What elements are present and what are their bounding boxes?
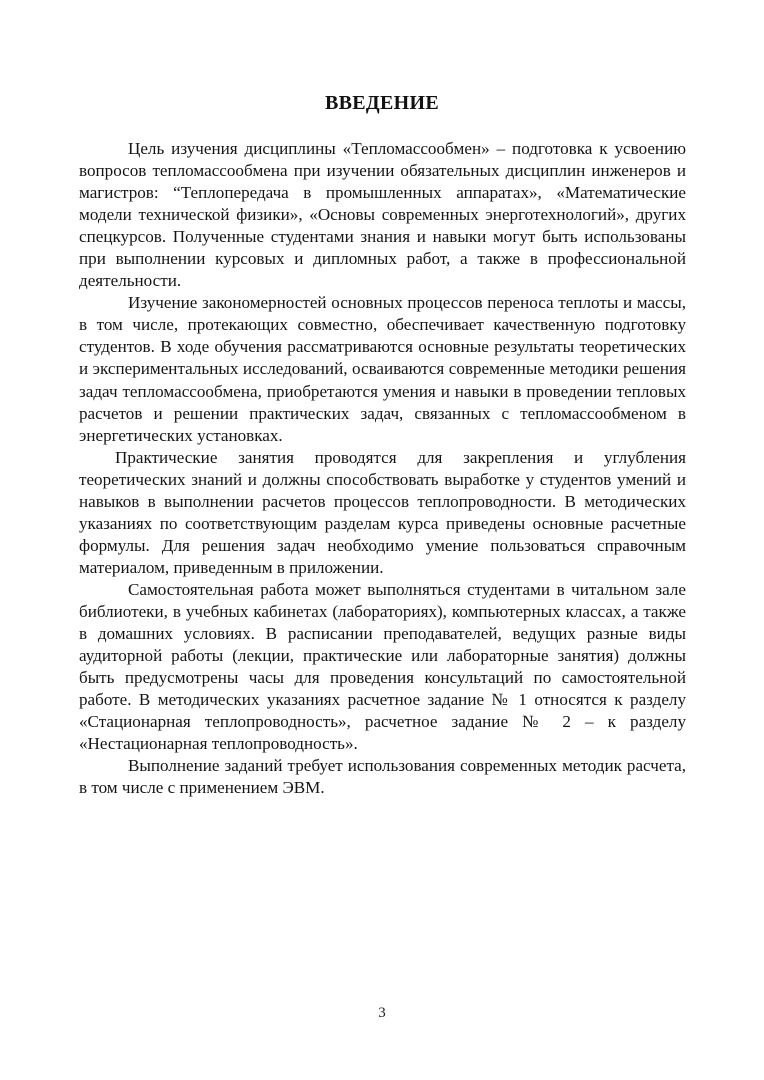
page-title: ВВЕДЕНИЕ [325, 92, 439, 114]
paragraph-assignments: Выполнение заданий требует использования современных методик расчета, в том числе с применением ЭВМ. [79, 756, 686, 798]
body-text [79, 138, 686, 799]
page-number: 3 [378, 1005, 386, 1021]
paragraph-purpose: Цель изучения дисциплины «Тепломассообмен» – подготовка к усвоению вопросов тепломассообмена при изучении обязательных дисциплин инженеров и магистров: “Теплопередача в промышленных аппаратах», «Математические модели технической физики», «Основы современных энерготехнологий», других спецкурсов. Полученные студентами знания и навыки могут быть использованы при выполнении курсовых и дипломных работ, а также в профессиональной деятельности. [79, 139, 686, 291]
paragraph-independent-work: Самостоятельная работа может выполняться студентами в читальном зале библиотеки, в учебных кабинетах (лабораториях), компьютерных классах, а также в домашних условиях. В расписании преподавателей, ведущих разные виды аудиторной работы (лекции, практические или лабораторные занятия) должны быть предусмотрены часы для проведения консультаций по самостоятельной работе. В методических указаниях расчетное задание № 1 относятся к разделу «Стационарная теплопроводность», расчетное задание № 2 – к разделу «Нестационарная теплопроводность». [79, 579, 686, 754]
paragraph-study: Изучение закономерностей основных процессов переноса теплоты и массы, в том числе, протекающих совместно, обеспечивает качественную подготовку студентов. В ходе обучения рассматриваются основные результаты теоретических и экспериментальных исследований, осваиваются современные методики решения задач тепломассообмена, приобретаются умения и навыки в проведении тепловых расчетов и решении практических задач, связанных с тепломассообменом в энергетических установках. [79, 293, 686, 445]
paragraph-practical: Практические занятия проводятся для закрепления и углубления теоретических знаний и должны способствовать выработке у студентов умений и навыков в выполнении расчетов процессов теплопроводности. В методических указаниях по соответствующим разделам курса приведены основные расчетные формулы. Для решения задач необходимо умение пользоваться справочным материалом, приведенным в приложении. [79, 447, 686, 577]
